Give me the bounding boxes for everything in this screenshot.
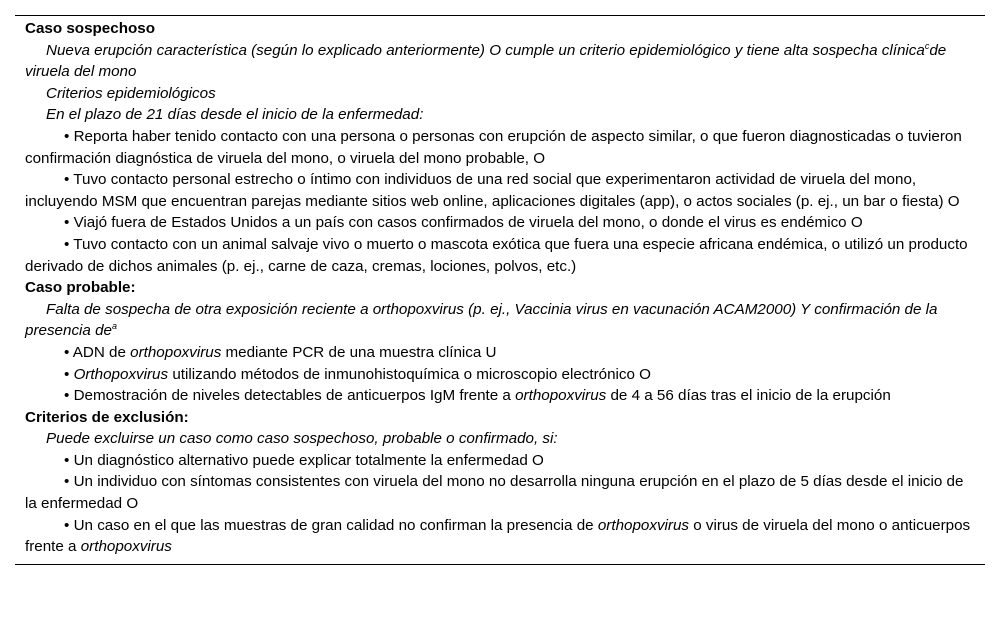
bullet-icon: •: [64, 171, 70, 189]
list-item: • Un individuo con síntomas consistentes con viruela del mono no desarrolla ninguna erupción en el plazo de 5 días desde el inicio de la enfermedad O: [25, 473, 964, 513]
bullet-icon: •: [64, 235, 70, 253]
bullet-icon: •: [64, 214, 70, 232]
list-item: • Reporta haber tenido contacto con una persona o personas con erupción de aspecto similar, o que fueron diagnosticadas o tuvieron confirmación diagnóstica de viruela del mono, o viruela del mono probable, O: [25, 127, 962, 167]
list-item: • Demostración de niveles detectables de anticuerpos IgM frente a orthopoxvirus de 4 a 56 días tras el inicio de la erupción: [64, 387, 891, 405]
list-item: • Orthopoxvirus utilizando métodos de inmunohistoquímica o microscopio electrónico O: [64, 365, 651, 383]
list-item: • Un diagnóstico alternativo puede explicar totalmente la enfermedad O: [64, 451, 544, 469]
probable-case-heading: Caso probable:: [25, 279, 136, 297]
epidemiological-criteria-title: Criterios epidemiológicos: [46, 84, 216, 102]
footnote-c: c: [924, 40, 930, 51]
exclusion-criteria-heading: Criterios de exclusión:: [25, 408, 189, 426]
list-item: • Viajó fuera de Estados Unidos a un país con casos confirmados de viruela del mono, o donde el virus es endémico O: [64, 214, 863, 232]
exclusion-intro: Puede excluirse un caso como caso sospechoso, probable o confirmado, si:: [46, 430, 558, 448]
bullet-icon: •: [64, 365, 70, 383]
bullet-icon: •: [64, 387, 70, 405]
list-item: • ADN de orthopoxvirus mediante PCR de una muestra clínica U: [64, 343, 497, 361]
list-item: • Un caso en el que las muestras de gran calidad no confirman la presencia de orthopoxvirus o virus de viruela del mono o anticuerpos frente a orthopoxvirus: [25, 516, 971, 556]
case-definition-table: [15, 15, 985, 565]
bullet-icon: •: [64, 451, 70, 469]
suspected-case-heading: Caso sospechoso: [25, 20, 155, 37]
footnote-a: a: [111, 321, 117, 332]
list-item: • Tuvo contacto con un animal salvaje vivo o muerto o mascota exótica que fuera una especie africana endémica, o utilizó un producto derivado de dichos animales (p. ej., carne de caza, cremas, lociones, polvos, etc.): [25, 235, 968, 275]
probable-case-definition: Falta de sospecha de otra exposición reciente a orthopoxvirus (p. ej., Vaccinia virus en vacunación ACAM2000) Y confirmación de la presencia $de^a$: [25, 300, 938, 340]
bullet-icon: •: [64, 473, 70, 491]
suspected-case-definition: Nueva erupción característica (según lo explicado anteriormente) O cumple un criterio epidemiológico y tiene alta sospecha clínica$^c$de viruela del mono: [25, 40, 947, 81]
bullet-icon: •: [64, 343, 70, 361]
epidemiological-period: En el plazo de 21 días desde el inicio de la enfermedad:: [46, 106, 424, 124]
bullet-icon: •: [64, 516, 70, 534]
bullet-icon: •: [64, 127, 70, 145]
list-item: • Tuvo contacto personal estrecho o íntimo con individuos de una red social que experimentaron actividad de viruela del mono, incluyendo MSM que encuentran parejas mediante sitios web online, aplicaciones digitales (app), o actos sociales (p. ej., un bar o fiesta) O: [25, 171, 960, 210]
